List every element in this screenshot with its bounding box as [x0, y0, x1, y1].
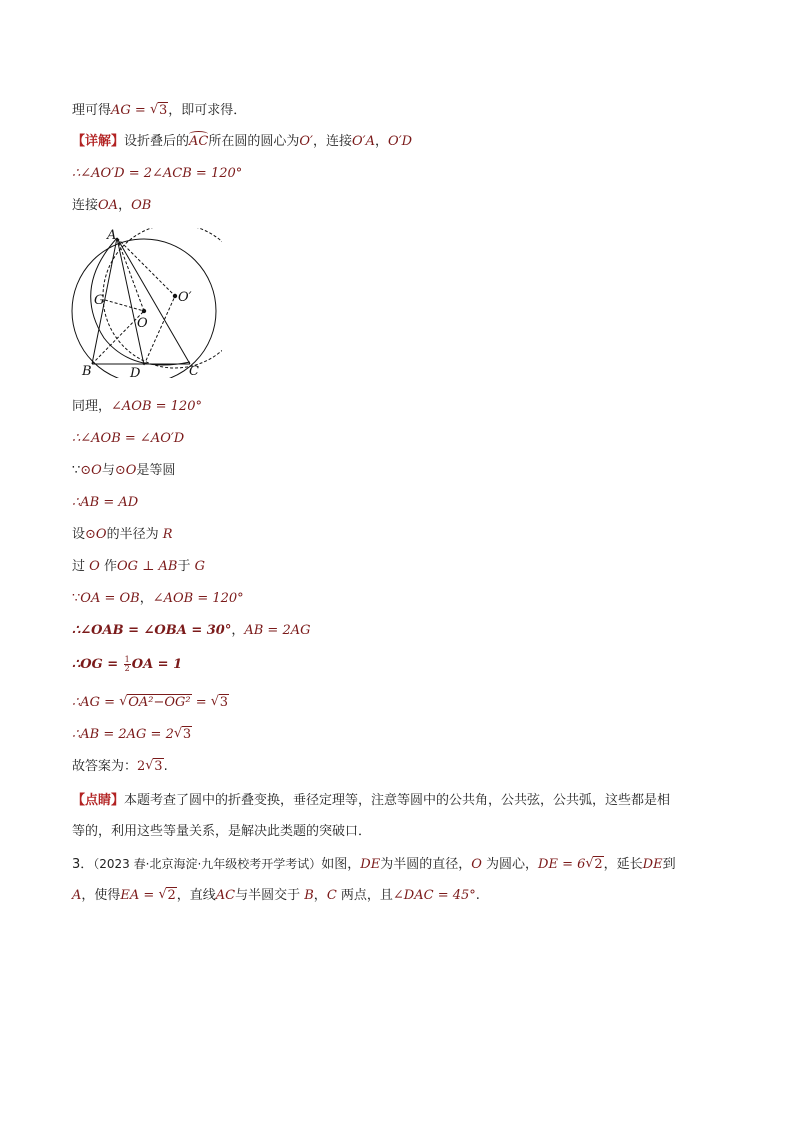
math: ∴AB = 2AG = 2 [72, 727, 174, 742]
math: AB = 2AG [244, 623, 311, 638]
radicand: 3 [182, 727, 192, 742]
text: 两点，且 [336, 888, 393, 903]
math: O [471, 857, 482, 872]
math: AG = [111, 103, 150, 118]
text: ， [139, 591, 153, 606]
math: ⊙O [114, 463, 137, 478]
text: ，使得 [81, 888, 121, 903]
math: OA = OB [80, 591, 140, 606]
text: ， [231, 623, 245, 638]
text: 过 [72, 559, 90, 574]
math: O′A [352, 134, 376, 149]
math: ∴∠OAB = ∠OBA = 30° [72, 623, 232, 638]
math: R [162, 527, 173, 542]
equation [72, 726, 192, 744]
text: ，即可求得． [168, 103, 247, 118]
segment-ad [117, 238, 144, 365]
text: . [163, 759, 168, 774]
radicand: 3 [158, 103, 168, 118]
math: ⊙O [85, 527, 107, 542]
math: A [72, 888, 82, 903]
comment-line [72, 792, 670, 810]
radicand: 2 [594, 857, 603, 872]
text: ， [118, 198, 132, 213]
math: = [191, 695, 211, 710]
label-c: C [189, 364, 199, 378]
math: C [326, 888, 337, 903]
problem-line [72, 887, 480, 905]
text: ， [313, 888, 327, 903]
label-d: D [130, 366, 141, 378]
text: 为半圆的直径， [380, 857, 472, 872]
text: 所在圆的圆心为 [208, 134, 300, 149]
math: 2 [137, 759, 146, 774]
label-b: B [82, 364, 92, 378]
math: O [89, 559, 100, 574]
radicand: 3 [219, 695, 229, 710]
denominator: 2 [124, 664, 130, 673]
equation: ∴AB = AD [72, 495, 139, 510]
text-line [72, 558, 205, 576]
text: 理可得 [72, 103, 112, 118]
text: 的半径为 [106, 527, 163, 542]
label-o-prime: O′ [178, 290, 192, 305]
sqrt-expr [211, 694, 229, 712]
text-line [72, 197, 151, 215]
sqrt-expr [174, 726, 192, 744]
math: DE [360, 857, 381, 872]
text: 为圆心， [481, 857, 539, 872]
text: ， [375, 134, 389, 149]
label-a: A [107, 228, 117, 243]
radicand: 2 [167, 888, 176, 903]
equation [72, 694, 229, 712]
text: 于 [177, 559, 195, 574]
arc-math: AC [189, 134, 209, 149]
text: 同理， [72, 399, 112, 414]
text: ∵ [72, 463, 81, 478]
comment-line: 等的，利用这些等量关系，是解决此类题的突破口． [72, 824, 372, 839]
label-g: G [94, 293, 105, 308]
numerator: 1 [124, 655, 130, 664]
math: ∴OG = [72, 657, 123, 672]
math: ∠DAC = 45° [392, 888, 476, 903]
math: B [304, 888, 314, 903]
text-line [72, 526, 173, 544]
text: 本题考查了圆中的折叠变换，垂径定理等，注意等圆中的公共角，公共弦，公共弧，这些都是相 [124, 793, 671, 808]
radicand: OA²−OG² [128, 695, 191, 710]
text: 设 [72, 527, 86, 542]
equation: ∴∠AOB = ∠AO′D [72, 431, 185, 446]
detail-line [72, 133, 412, 151]
math: O′D [388, 134, 413, 149]
text: 作 [99, 559, 117, 574]
math: G [194, 559, 205, 574]
problem-source: （2023 春·北京海淀·九年级校考开学考试） [93, 857, 322, 871]
problem-number: 3． [72, 857, 94, 872]
math: O′ [299, 134, 313, 149]
radicand: 3 [154, 759, 163, 774]
math: ∠AOB = 120° [111, 399, 202, 414]
problem-line [72, 855, 676, 874]
math: AC [215, 888, 236, 903]
math: ⊙O [80, 463, 102, 478]
sqrt-expr [119, 694, 191, 712]
sqrt-expr [150, 102, 168, 120]
math: OA = 1 [131, 657, 183, 672]
section-label: 【详解】 [72, 134, 125, 149]
math: OB [131, 198, 152, 213]
math: OA [98, 198, 119, 213]
text: 故答案为： [72, 759, 138, 774]
text: ，连接 [313, 134, 353, 149]
equation [72, 656, 182, 674]
text-line [72, 398, 202, 416]
text: 设折叠后的 [124, 134, 190, 149]
math: DE = 6 [538, 857, 586, 872]
math: EA = [120, 888, 159, 903]
text: 与 [101, 463, 115, 478]
text-line [72, 102, 246, 120]
equation: ∴∠AO′D = 2∠ACB = 120° [72, 166, 243, 181]
math: ∠AOB = 120° [152, 591, 244, 606]
text: 如图， [321, 857, 361, 872]
text-line [72, 622, 311, 640]
math: ∴AG = [72, 695, 120, 710]
text-line [72, 462, 175, 480]
label-o: O [137, 316, 148, 331]
sqrt-expr [158, 887, 176, 905]
section-label: 【点睛】 [72, 793, 125, 808]
sqrt-expr [145, 758, 163, 776]
text: ，延长 [603, 857, 643, 872]
math: OG ⊥ AB [116, 559, 178, 574]
text: 到 [662, 857, 676, 872]
point-o [142, 309, 146, 313]
segment-go [105, 300, 144, 311]
math: DE [642, 857, 663, 872]
point-o-prime [173, 294, 177, 298]
text-line [72, 590, 244, 608]
answer-line [72, 758, 168, 776]
text: ∵ [72, 591, 81, 606]
text: 是等圆 [136, 463, 176, 478]
text: . [475, 888, 480, 903]
geometry-figure [62, 228, 222, 378]
text: 连接 [72, 198, 99, 213]
sqrt-expr [585, 856, 603, 874]
text: 与半圆交于 [235, 888, 305, 903]
fraction [124, 656, 131, 673]
text: ，直线 [176, 888, 216, 903]
